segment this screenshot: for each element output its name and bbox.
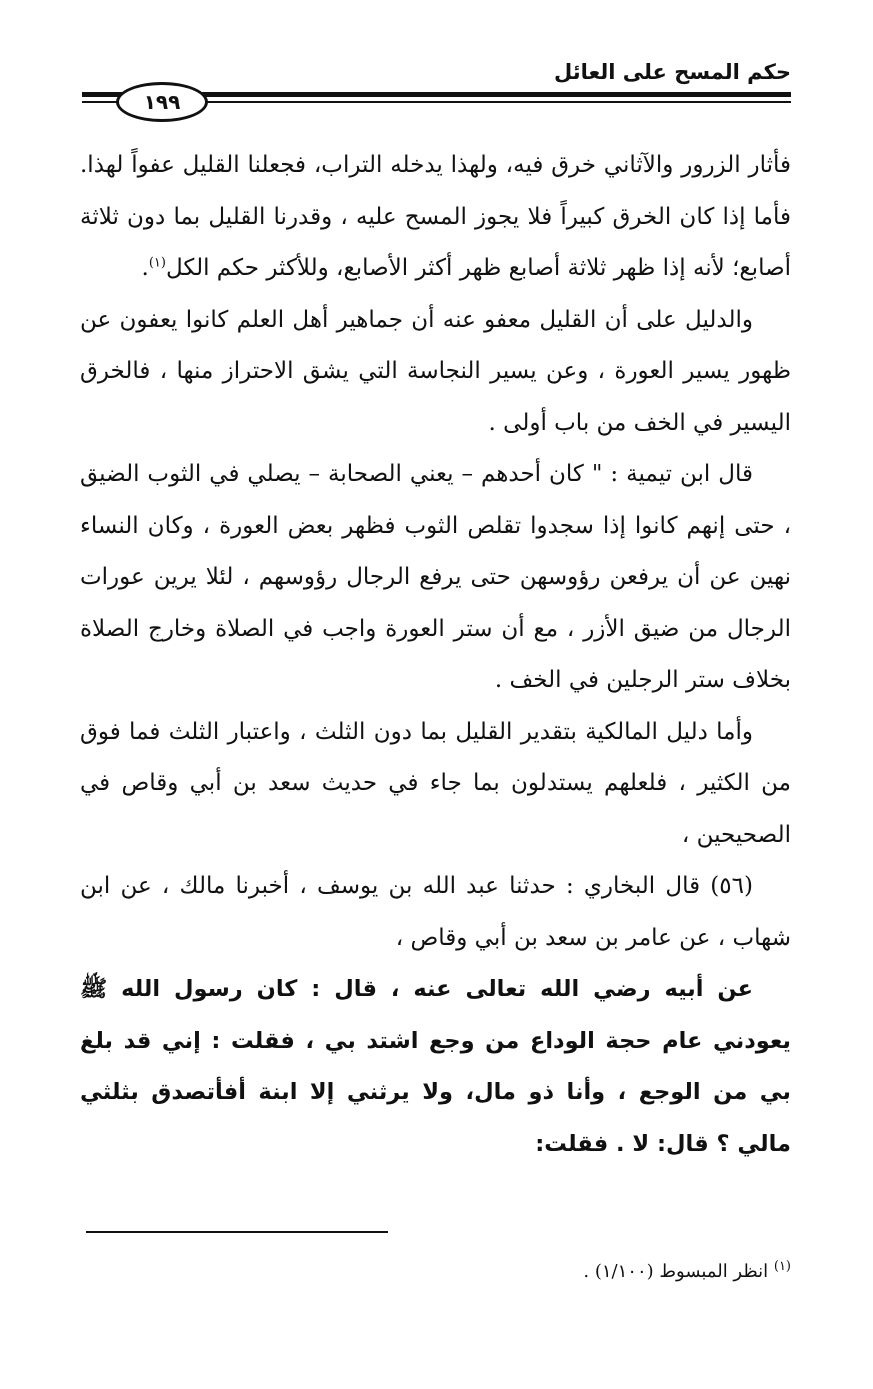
body-text [80, 140, 791, 1170]
paragraph-1 [80, 140, 791, 295]
footnote [82, 1257, 791, 1287]
paragraph-2: والدليل على أن القليل معفو عنه أن جماهير أهل العلم كانوا يعفون عن ظهور يسير العورة ، وعن يسير النجاسة التي يشق الاحتراز منها ، فالخرق اليسير في الخف من باب أولى . [80, 306, 791, 436]
paragraph-1-tail: . [141, 255, 149, 281]
footnote-text: انظر المبسوط (١/١٠٠) . [583, 1261, 769, 1282]
page-header [82, 58, 791, 128]
paragraph-3: قال ابن تيمية : " كان أحدهم – يعني الصحابة – يصلي في الثوب الضيق ، حتى إنهم كانوا إذا سجدوا تقلص الثوب فظهر بعض العورة ، وكان النساء نهين عن أن يرفعن رؤوسهن حتى يرفع الرجال رؤوسهم ، لئلا يرين عورات الرجال من ضيق الأزر ، مع أن ستر العورة واجب في الصلاة وخارج الصلاة بخلاف ستر الرجلين في الخف . [80, 461, 791, 693]
running-title: حكم المسح على العائل [553, 60, 791, 84]
paragraph-4: وأما دليل المالكية بتقدير القليل بما دون الثلث ، واعتبار الثلث فما فوق من الكثير ، فلعلهم يستدلون بما جاء في حديث سعد بن أبي وقاص في الصحيحين ، [80, 718, 791, 848]
page-number: ١٩٩ [143, 90, 181, 114]
paragraph-1-text: فأثار الزرور والآثاني خرق فيه، ولهذا يدخله التراب، فجعلنا القليل عفواً لهذا. فأما إذا كان الخرق كبيراً فلا يجوز المسح عليه ، وقدرنا القليل بما دون ثلاثة أصابع؛ لأنه إذا ظهر ثلاثة أصابع ظهر أكثر الأصابع، وللأكثر حكم الكل [80, 152, 791, 281]
footnote-separator [86, 1231, 388, 1233]
footnote-reference: (١) [148, 255, 166, 271]
hadith-text: عن أبيه رضي الله تعالى عنه ، قال : كان رسول الله ﷺ يعودني عام حجة الوداع من وجع اشتد بي ، فقلت : إني قد بلغ بي من الوجع ، وأنا ذو مال، ولا يرثني إلا ابنة أفأتصدق بثلثي مالي ؟ قال: لا . فقلت: [80, 976, 791, 1157]
hadith-chain: (٥٦) قال البخاري : حدثنا عبد الله بن يوسف ، أخبرنا مالك ، عن ابن شهاب ، عن عامر بن سعد بن أبي وقاص ، [80, 873, 791, 951]
page-number-badge [116, 82, 208, 122]
footnote-number: (١) [773, 1259, 791, 1274]
